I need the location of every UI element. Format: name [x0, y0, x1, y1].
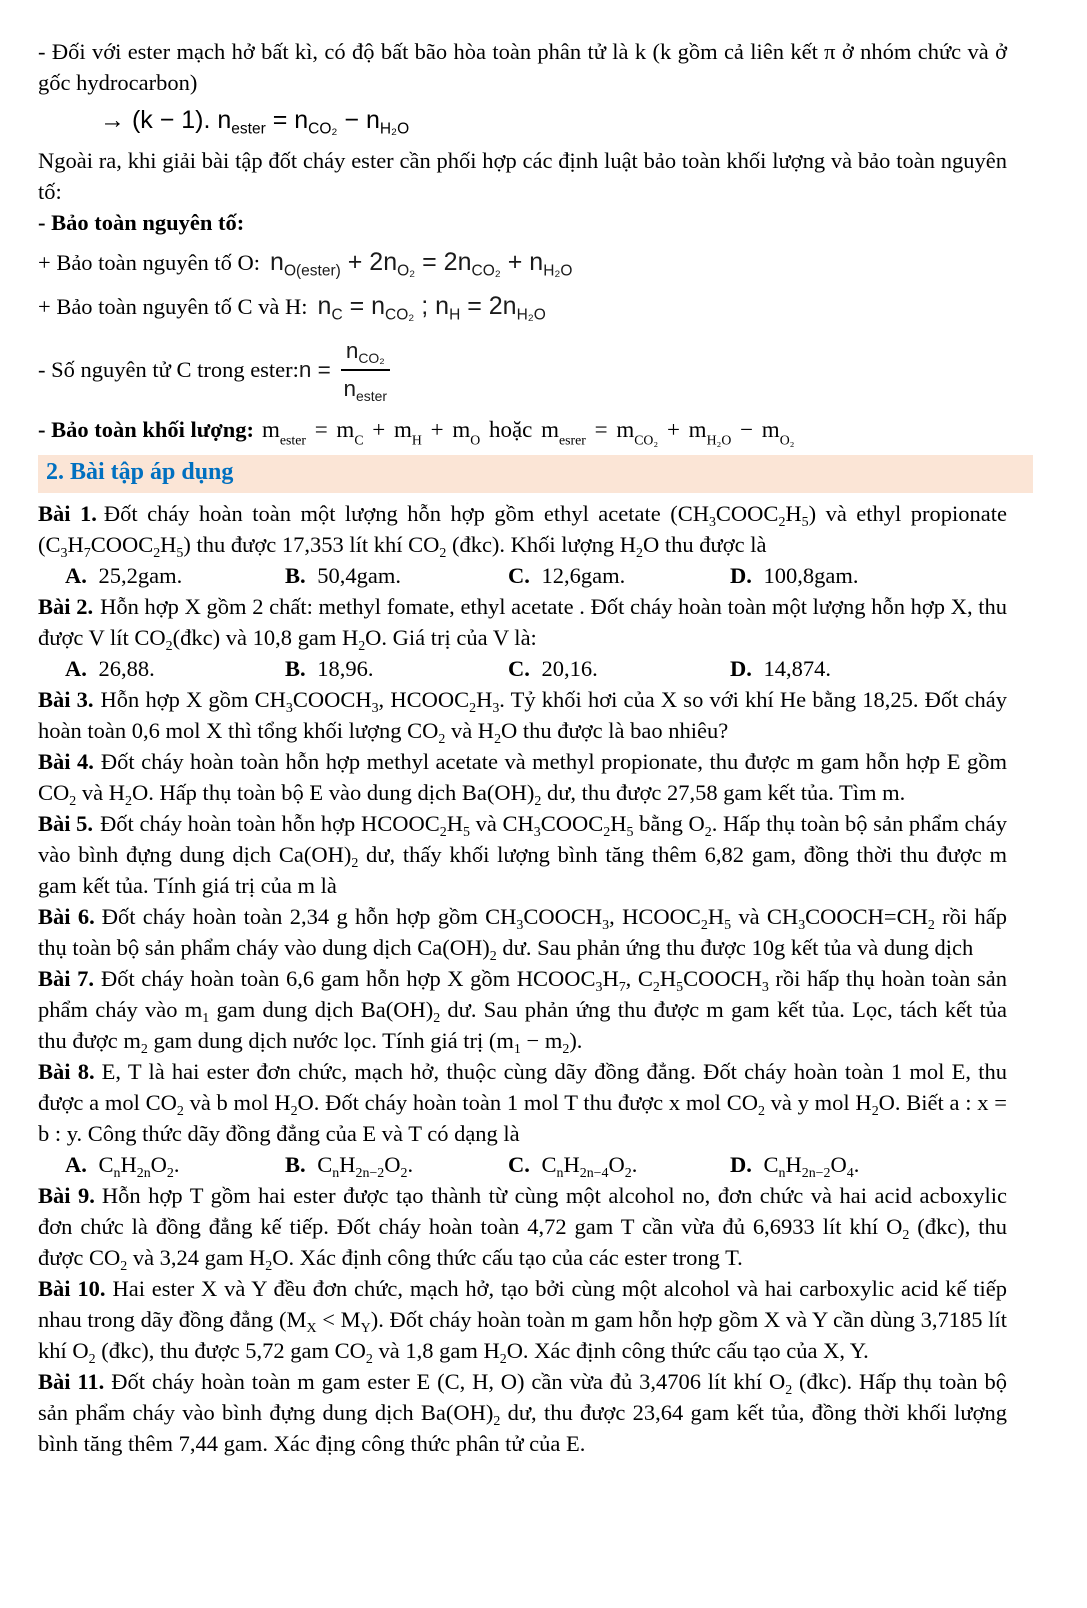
problem-item	[38, 1180, 1007, 1273]
problem-item	[38, 591, 1007, 684]
option-letter: D.	[730, 1152, 758, 1177]
problem-label: Bài 11.	[38, 1369, 105, 1394]
option-text: 18,96.	[317, 656, 374, 681]
problem-item	[38, 746, 1007, 808]
carbon-count-formula	[299, 335, 390, 404]
problem-text: Đốt cháy hoàn toàn 2,34 g hỗn hợp gồm $CH_3COOCH_3$, $HCOOC_2H_5$ và $CH_3COOCH=CH_2$ rồi hấp thụ toàn bộ sản phẩm cháy vào dung dịch $Ca(OH)_2$ dư. Sau phản ứng thu được 10g kết tủa và dung dịch	[38, 904, 1007, 964]
problem-item	[38, 1273, 1007, 1366]
problem-text: Đốt cháy hoàn toàn 6,6 gam hỗn hợp X gồm $HCOOC_3H_7$, $C_2H_5COOCH_3$ rồi hấp thụ hoàn toàn sản phẩm cháy vào $m_1$ gam dung dịch $Ba(OH)_2$ dư. Sau phản ứng thu được m gam kết tủa. Lọc, tách kết tủa thu được $m_2$ gam dung dịch nước lọc. Tính giá trị $(m_1 - m_2)$.	[38, 966, 1008, 1057]
option-text: 25,2gam.	[98, 563, 183, 588]
theory-intro-line: - Đối với ester mạch hở bất kì, có độ bất bão hòa toàn phân tử là k (k gồm cả liên kết π ở nhóm chức và ở gốc hydrocarbon)	[38, 39, 1007, 95]
answer-options-row	[38, 560, 1007, 591]
option-letter: B.	[285, 656, 312, 681]
option-letter: A.	[65, 1152, 93, 1177]
problem-item	[38, 963, 1007, 1056]
problem-label: Bài 10.	[38, 1276, 106, 1301]
option-letter: B.	[285, 563, 312, 588]
problem-label: Bài 1.	[38, 501, 97, 526]
answer-option	[65, 653, 285, 684]
carbon-count-fraction	[341, 335, 390, 404]
problem-item	[38, 901, 1007, 963]
problem-text: Đốt cháy hoàn toàn hỗn hợp methyl acetate và methyl propionate, thu được m gam hỗn hợp E gồm $CO_2$ và $H_2O$. Hấp thụ toàn bộ E vào dung dịch $Ba(OH)_2$ dư, thu được 27,58 gam kết tủa. Tìm m.	[38, 749, 1008, 809]
option-letter: D.	[730, 563, 758, 588]
problem-item	[38, 1366, 1007, 1459]
problem-text: E, T là hai ester đơn chức, mạch hở, thuộc cùng dãy đồng đẳng. Đốt cháy hoàn toàn 1 mol E, thu được a mol $CO_2$ và b mol $H_2O$. Đốt cháy hoàn toàn 1 mol T thu được x mol $CO_2$ và y mol $H_2O$. Biết a : x = b : y. Công thức dãy đồng đẳng của E và T có dạng là	[38, 1059, 1007, 1146]
option-text: 14,874.	[763, 656, 831, 681]
problem-label: Bài 9.	[38, 1183, 95, 1208]
answer-option	[285, 1149, 508, 1180]
option-text: 20,16.	[541, 656, 598, 681]
option-text: $C_nH_{2n-4}O_2$.	[541, 1152, 638, 1181]
problem-label: Bài 2.	[38, 594, 94, 619]
problem-item	[38, 684, 1007, 746]
answer-option	[508, 560, 730, 591]
problem-label: Bài 6.	[38, 904, 95, 929]
answer-option	[730, 653, 1007, 684]
problem-text: Đốt cháy hoàn toàn m gam ester E (C, H, O) cần vừa đủ 3,4706 lít khí $O_2$ (đkc). Hấp thụ toàn bộ sản phẩm cháy vào bình đựng dung dịch $Ba(OH)_2$ dư, thu được 23,64 gam kết tủa, đồng thời khối lượng bình tăng thêm 7,44 gam. Xác địng công thức phân tử của E.	[38, 1369, 1007, 1456]
problem-list	[38, 498, 1007, 1459]
problem-item	[38, 808, 1007, 901]
carbon-hydrogen-balance-label: + Bảo toàn nguyên tố C và H:	[38, 294, 308, 319]
problem-item	[38, 498, 1007, 591]
problem-label: Bài 3.	[38, 687, 94, 712]
answer-option	[65, 1149, 285, 1180]
answer-option	[285, 653, 508, 684]
fraction-denominator: $n_{ester}$	[343, 376, 387, 404]
option-letter: A.	[65, 563, 93, 588]
oxygen-balance-label: + Bảo toàn nguyên tố O:	[38, 250, 261, 275]
option-letter: C.	[508, 563, 536, 588]
problem-text: Hai ester X và Y đều đơn chức, mạch hở, tạo bởi cùng một alcohol và hai carboxylic acid kế tiếp nhau trong dãy đồng đẳng $(M_X < M_Y)$. Đốt cháy hoàn toàn m gam hỗn hợp gồm X và Y cần dùng 3,7185 lít khí $O_2$ (đkc), thu được 5,72 gam $CO_2$ và 1,8 gam $H_2O$. Xác định công thức cấu tạo của X, Y.	[38, 1276, 1007, 1367]
answer-options-row	[38, 653, 1007, 684]
option-text: 50,4gam.	[317, 563, 402, 588]
mass-balance-label: - Bảo toàn khối lượng:	[38, 417, 255, 442]
mass-balance-row	[38, 414, 1007, 448]
carbon-count-row	[38, 335, 1007, 404]
option-text: $C_nH_{2n-2}O_2$.	[317, 1152, 414, 1181]
option-letter: D.	[730, 656, 758, 681]
problem-item	[38, 1056, 1007, 1180]
unsaturation-formula: → (k − 1). $n_{ester} = n_{CO_2} - n_{H_2O}$	[100, 106, 410, 138]
answer-option	[730, 560, 1007, 591]
carbon-hydrogen-balance-row	[38, 291, 1007, 322]
answer-option	[285, 560, 508, 591]
answer-option	[508, 653, 730, 684]
carbon-count-label: - Số nguyên tử C trong ester:	[38, 357, 299, 382]
problem-text: Hỗn hợp T gồm hai ester được tạo thành từ cùng một alcohol no, đơn chức và hai acid acboxylic đơn chức là đồng đẳng kế tiếp. Đốt cháy hoàn toàn 4,72 gam T cần vừa đủ 6,6933 lít khí $O_2$ (đkc), thu được $CO_2$ và 3,24 gam $H_2O$. Xác định công thức cấu tạo của các ester trong T.	[38, 1183, 1007, 1274]
element-balance-heading: - Bảo toàn nguyên tố:	[38, 210, 245, 235]
option-text: $C_nH_{2n-2}O_4$.	[763, 1152, 860, 1181]
option-letter: C.	[508, 656, 536, 681]
problem-text: Hỗn hợp X gồm $CH_3COOCH_3$, $HCOOC_2H_3$. Tỷ khối hơi của X so với khí He bằng 18,25. Đốt cháy hoàn toàn 0,6 mol X thì tổng khối lượng $CO_2$ và $H_2O$ thu được là bao nhiêu?	[38, 687, 1008, 747]
answer-option	[65, 560, 285, 591]
answer-option	[730, 1149, 1007, 1180]
section-title: 2. Bài tập áp dụng	[46, 459, 234, 485]
problem-text: Đốt cháy hoàn toàn một lượng hỗn hợp gồm ethyl acetate $(CH_3COOC_2H_5)$ và ethyl propionate $(C_3H_7COOC_2H_5)$ thu được 17,353 lít khí $CO_2$ (đkc). Khối lượng $H_2O$ thu được là	[38, 501, 1007, 561]
problem-label: Bài 8.	[38, 1059, 95, 1084]
problem-label: Bài 5.	[38, 811, 94, 836]
oxygen-balance-formula: $n_{O(ester)} + 2n_{O_2} = 2n_{CO_2} + n_{H_2O}$	[270, 248, 573, 280]
option-letter: C.	[508, 1152, 536, 1177]
problem-label: Bài 4.	[38, 749, 94, 774]
option-text: 100,8gam.	[763, 563, 859, 588]
oxygen-balance-row	[38, 247, 1007, 278]
option-text: 12,6gam.	[541, 563, 626, 588]
problem-text: Đốt cháy hoàn toàn hỗn hợp $HCOOC_2H_5$ và $CH_3COOC_2H_5$ bằng $O_2$. Hấp thụ toàn bộ sản phẩm cháy vào bình đựng dung dịch $Ca(OH)_2$ dư, thấy khối lượng bình tăng thêm 6,82 gam, đồng thời thu được m gam kết tủa. Tính giá trị của m là	[38, 811, 1007, 898]
option-text: 26,88.	[98, 656, 155, 681]
option-text: $C_nH_{2n}O_2$.	[98, 1152, 180, 1181]
carbon-hydrogen-balance-formula: $n_C = n_{CO_2}$ ; $n_H = 2n_{H_2O}$	[317, 292, 546, 324]
problem-label: Bài 7.	[38, 966, 94, 991]
theory-note-line: Ngoài ra, khi giải bài tập đốt cháy ester cần phối hợp các định luật bảo toàn khối lượng và bảo toàn nguyên tố:	[38, 148, 1007, 204]
section-header	[38, 455, 1033, 493]
option-letter: A.	[65, 656, 93, 681]
fraction-numerator: $n_{CO_2}$	[341, 335, 390, 371]
problem-text: Hỗn hợp X gồm 2 chất: methyl fomate, ethyl acetate . Đốt cháy hoàn toàn một lượng hỗn hợp X, thu được V lít $CO_2(đkc)$ và 10,8 gam $H_2O$. Giá trị của V là:	[38, 594, 1008, 654]
carbon-count-lhs: n =	[298, 357, 331, 382]
option-letter: B.	[285, 1152, 312, 1177]
answer-options-row	[38, 1149, 1007, 1180]
mass-balance-formula: $m_{ester} = m_C + m_H + m_O$ hoặc $m_{esrer} = m_{CO_2} + m_{H_2O} - m_{O_2}$	[262, 417, 795, 448]
answer-option	[508, 1149, 730, 1180]
